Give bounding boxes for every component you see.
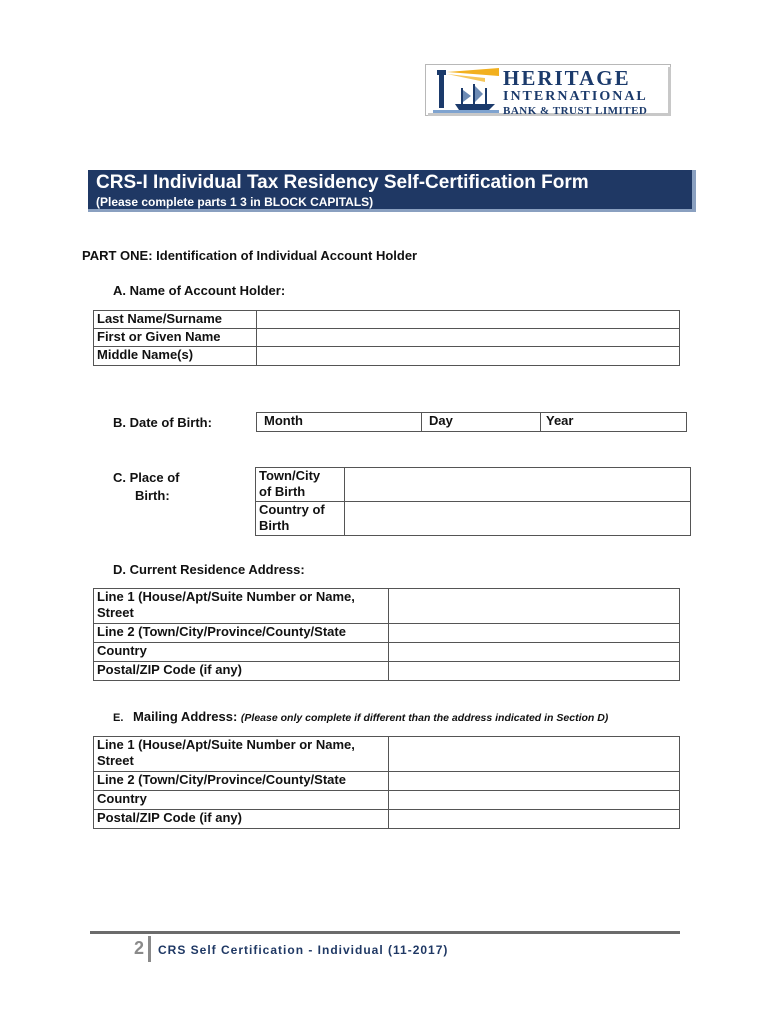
residence-postal-field[interactable] [389, 662, 680, 681]
residence-country-label: Country [94, 643, 389, 662]
middle-name-label: Middle Name(s) [94, 347, 257, 366]
first-name-label: First or Given Name [94, 329, 257, 347]
section-c-label: C. Place of [113, 470, 180, 485]
section-e-note: (Please only complete if different than the address indicated in Section D) [240, 712, 609, 724]
residence-line1-label-b: Street [97, 605, 134, 620]
first-name-field[interactable] [257, 329, 680, 347]
section-e-letter: E. [113, 712, 124, 724]
last-name-field[interactable] [257, 311, 680, 329]
residence-address-table [93, 588, 680, 681]
section-e-label: Mailing Address: [133, 709, 238, 724]
town-of-birth-field[interactable] [345, 468, 691, 502]
place-of-birth-table [255, 467, 691, 536]
mailing-line1-label [94, 737, 389, 772]
residence-line2-label: Line 2 (Town/City/Province/County/State [94, 624, 389, 643]
page-number: 2 [134, 938, 145, 958]
mailing-line2-field[interactable] [389, 772, 680, 791]
footer-divider [90, 931, 680, 934]
town-of-birth-label [256, 468, 345, 502]
dob-month-field[interactable]: Month [257, 413, 422, 432]
section-d-label: D. Current Residence Address: [113, 562, 305, 577]
bank-logo [425, 64, 671, 116]
form-instructions: (Please complete parts 1 3 in BLOCK CAPITALS) [96, 195, 374, 209]
part-one-heading: PART ONE: Identification of Individual Account Holder [82, 248, 418, 263]
name-table [93, 310, 680, 366]
form-title: CRS-I Individual Tax Residency Self-Certification Form [96, 172, 589, 193]
last-name-label: Last Name/Surname [94, 311, 257, 329]
mailing-line1-label-b: Street [97, 753, 134, 768]
section-b-label: B. Date of Birth: [113, 415, 212, 430]
section-a-label: A. Name of Account Holder: [113, 283, 286, 298]
section-c-label-cont: Birth: [135, 488, 170, 503]
mailing-postal-label: Postal/ZIP Code (if any) [94, 810, 389, 829]
mailing-postal-field[interactable] [389, 810, 680, 829]
country-of-birth-label-line1: Country of [259, 502, 325, 517]
country-of-birth-label [256, 502, 345, 536]
logo-bank-trust: BANK & TRUST LIMITED [503, 105, 648, 117]
residence-line1-label-a: Line 1 (House/Apt/Suite Number or Name, [97, 589, 355, 604]
logo-name: HERITAGE [503, 66, 631, 90]
mailing-country-field[interactable] [389, 791, 680, 810]
town-of-birth-label-line1: Town/City [259, 468, 321, 483]
country-of-birth-field[interactable] [345, 502, 691, 536]
mailing-line1-field[interactable] [389, 737, 680, 772]
town-of-birth-label-line2: of Birth [259, 484, 306, 499]
mailing-address-table [93, 736, 680, 829]
residence-country-field[interactable] [389, 643, 680, 662]
residence-line2-field[interactable] [389, 624, 680, 643]
dob-day-field[interactable]: Day [422, 413, 541, 432]
dob-year-field[interactable]: Year [541, 413, 687, 432]
residence-line1-field[interactable] [389, 589, 680, 624]
date-of-birth-table [256, 412, 687, 432]
country-of-birth-label-line2: Birth [259, 518, 290, 533]
section-e-heading [113, 709, 608, 724]
form-title-banner [88, 170, 696, 212]
residence-postal-label: Postal/ZIP Code (if any) [94, 662, 389, 681]
mailing-line1-label-a: Line 1 (House/Apt/Suite Number or Name, [97, 737, 355, 752]
mailing-line2-label: Line 2 (Town/City/Province/County/State [94, 772, 389, 791]
footer-title: CRS Self Certification - Individual (11-2017) [158, 943, 449, 957]
logo-international: INTERNATIONAL [503, 89, 648, 104]
middle-name-field[interactable] [257, 347, 680, 366]
footer-separator [148, 936, 151, 962]
mailing-country-label: Country [94, 791, 389, 810]
residence-line1-label [94, 589, 389, 624]
